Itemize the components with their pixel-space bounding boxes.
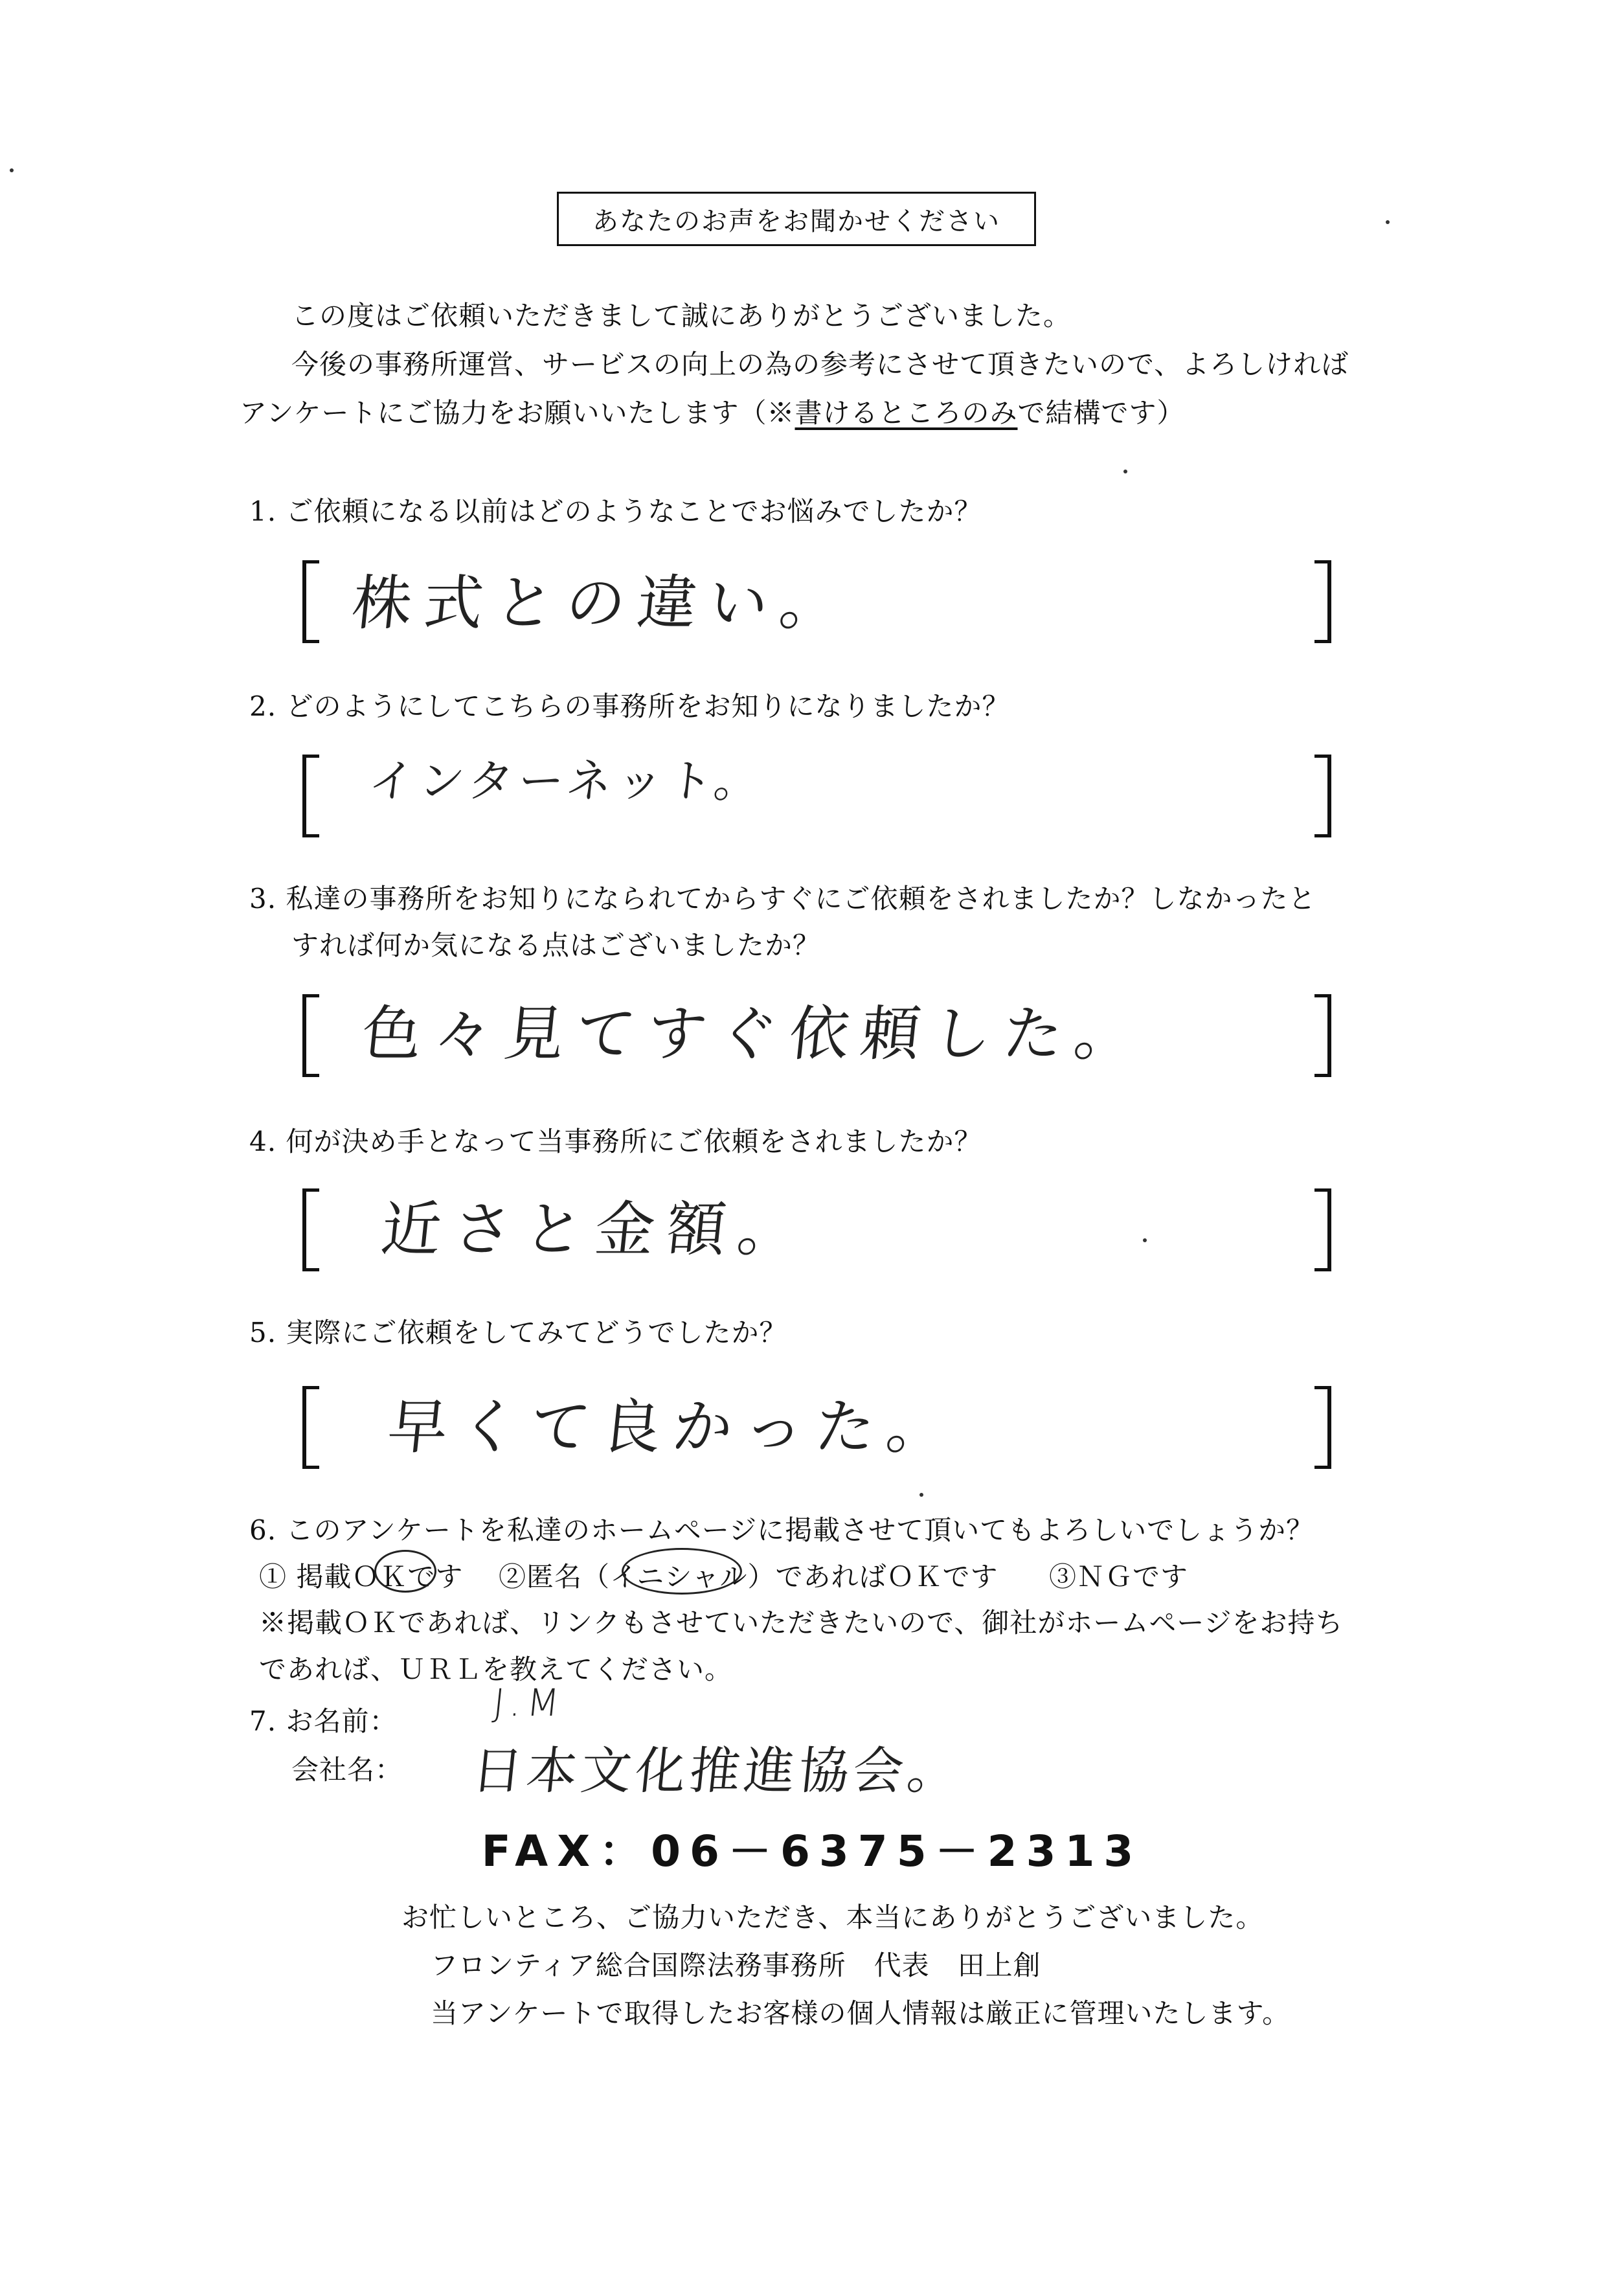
question-5 bbox=[249, 1312, 787, 1350]
answer-bracket-right bbox=[1314, 755, 1331, 837]
question-text: このアンケートを私達のホームページに掲載させて頂いてもよろしいでしょうか？ bbox=[286, 1514, 1314, 1546]
q6-option-1: ① 掲載ＯＫです bbox=[259, 1561, 464, 1593]
intro-line-2: 今後の事務所運営、サービスの向上の為の参考にさせて頂きたいので、よろしければ bbox=[291, 348, 1349, 380]
name-handwriting: J.M bbox=[491, 1681, 567, 1725]
question-text: 私達の事務所をお知りになられてからすぐにご依頼をされましたか？しなかったと bbox=[286, 883, 1316, 914]
question-text: 何が決め手となって当事務所にご依頼をされましたか？ bbox=[286, 1126, 982, 1157]
company-label: 会社名： bbox=[291, 1754, 403, 1786]
answer-bracket-left bbox=[302, 755, 319, 837]
intro-line-3 bbox=[240, 392, 1185, 431]
answer-bracket-left bbox=[302, 1188, 319, 1271]
footer-office: フロンティア総合国際法務事務所 代表 田上創 bbox=[431, 1949, 1041, 1981]
q6-note-line-1: ※掲載ＯＫであれば、リンクもさせていただきたいので、御社がホームページをお持ち bbox=[259, 1607, 1344, 1639]
initial-circle-mark bbox=[622, 1548, 742, 1595]
fax-number: FAX：06－6375－2313 bbox=[481, 1826, 1143, 1876]
question-4 bbox=[249, 1120, 982, 1159]
scan-speck bbox=[919, 1493, 923, 1497]
question-1 bbox=[249, 490, 982, 529]
question-3 bbox=[249, 878, 1316, 916]
question-number: 6. bbox=[249, 1514, 277, 1546]
question-number: 2. bbox=[249, 690, 277, 722]
answer-bracket-right bbox=[1314, 994, 1331, 1077]
question-number: 7. bbox=[249, 1705, 277, 1737]
q6-option-3: ③ＮＧです bbox=[1049, 1561, 1189, 1593]
scan-speck bbox=[1143, 1238, 1147, 1242]
scan-speck bbox=[10, 168, 14, 172]
intro-line-3-underlined: 書けるところのみ bbox=[795, 397, 1018, 429]
company-handwriting: 日本文化推進協会。 bbox=[469, 1742, 965, 1801]
question-2 bbox=[249, 685, 1009, 724]
question-number: 3. bbox=[249, 883, 277, 914]
answer-bracket-right bbox=[1314, 1386, 1331, 1469]
answer-bracket-right bbox=[1314, 560, 1331, 643]
question-text: どのようにしてこちらの事務所をお知りになりましたか？ bbox=[286, 690, 1010, 722]
intro-line-3-after: で結構です） bbox=[1017, 397, 1185, 429]
question-number: 4. bbox=[249, 1126, 277, 1157]
ok-circle-mark bbox=[374, 1550, 436, 1593]
answer-bracket-left bbox=[302, 994, 319, 1077]
name-label: お名前： bbox=[286, 1705, 398, 1737]
footer-privacy: 当アンケートで取得したお客様の個人情報は厳正に管理いたします。 bbox=[431, 1997, 1291, 2029]
answer-3-handwriting: 色々見てすぐ依頼した。 bbox=[358, 999, 1149, 1069]
answer-bracket-right bbox=[1314, 1188, 1331, 1271]
survey-title: あなたのお声をお聞かせください bbox=[557, 192, 1036, 246]
answer-2-handwriting: インターネット。 bbox=[366, 755, 768, 808]
answer-bracket-left bbox=[302, 1386, 319, 1469]
answer-5-handwriting: 早くて良かった。 bbox=[384, 1392, 962, 1462]
q7-name-row bbox=[249, 1700, 397, 1739]
q6-note-line-2: であれば、ＵＲＬを教えてください。 bbox=[259, 1653, 733, 1685]
question-text: ご依頼になる以前はどのようなことでお悩みでしたか？ bbox=[286, 495, 982, 527]
question-6 bbox=[249, 1509, 1314, 1548]
footer-thanks: お忙しいところ、ご協力いただき、本当にありがとうございました。 bbox=[401, 1902, 1264, 1933]
question-number: 5. bbox=[249, 1317, 277, 1348]
scan-speck bbox=[1386, 220, 1390, 224]
answer-4-handwriting: 近さと金額。 bbox=[378, 1195, 813, 1264]
question-text: 実際にご依頼をしてみてどうでしたか？ bbox=[286, 1317, 787, 1348]
question-number: 1. bbox=[249, 495, 277, 527]
intro-line-1: この度はご依頼いただきまして誠にありがとうございました。 bbox=[291, 300, 1072, 332]
answer-bracket-left bbox=[302, 560, 319, 643]
question-3-line-2: すれば何か気になる点はございましたか？ bbox=[291, 929, 821, 961]
scan-speck bbox=[1123, 470, 1127, 473]
intro-line-3-before: アンケートにご協力をお願いいたします（※ bbox=[240, 397, 795, 429]
q6-option-2: ②匿名（イニシャル）であればＯＫです bbox=[499, 1561, 998, 1593]
answer-1-handwriting: 株式との違い。 bbox=[348, 569, 855, 638]
